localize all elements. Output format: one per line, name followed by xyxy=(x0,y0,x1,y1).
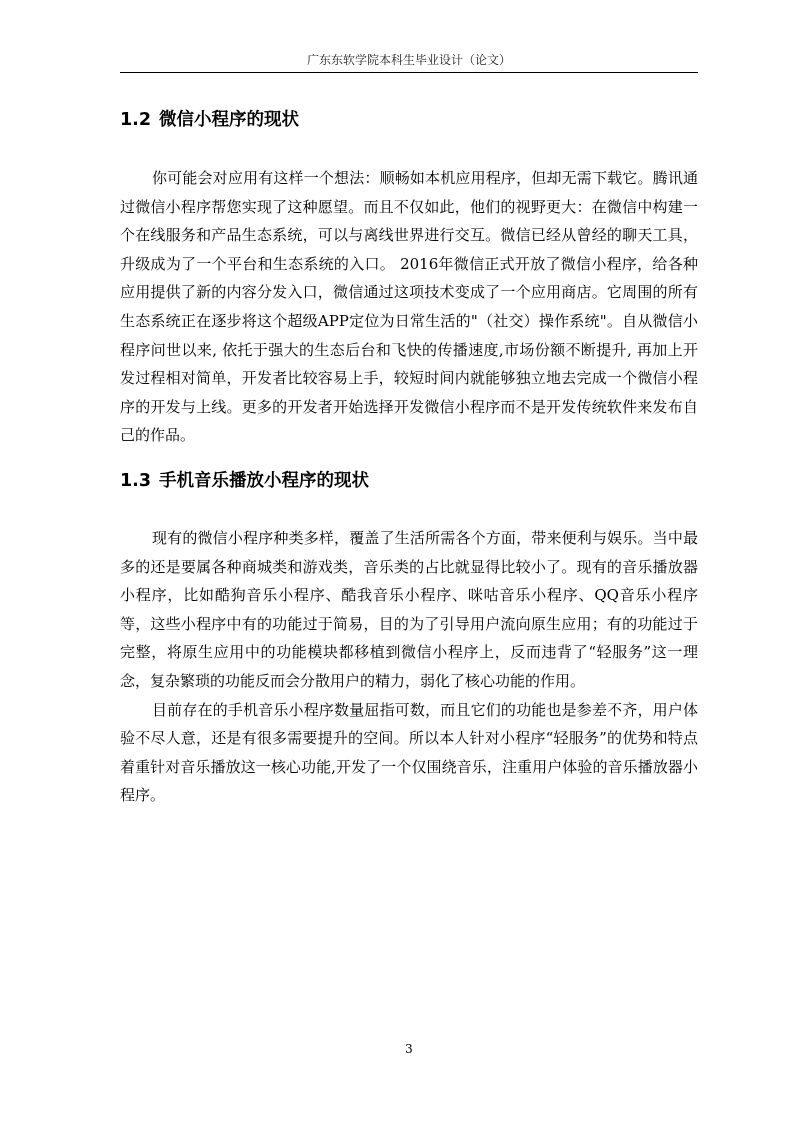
body-paragraph: 现有的微信小程序种类多样，覆盖了生活所需各个方面，带来便利与娱乐。当中最多的还是要属各种商城类和游戏类，音乐类的占比就显得比较小了。现有的音乐播放器小程序，比如酷狗音乐小程序、酷我音乐小程序、咪咕音乐小程序、QQ音乐小程序等，这些小程序中有的功能过于简易，目的为了引导用户流向原生应用；有的功能过于完整，将原生应用中的功能模块都移植到微信小程序上，反而违背了“轻服务”这一理念，复杂繁琐的功能反而会分散用户的精力，弱化了核心功能的作用。 xyxy=(120,529,698,690)
section-title-text: 手机音乐播放小程序的现状 xyxy=(159,471,370,491)
page-number: 3 xyxy=(405,1042,413,1056)
running-header: 广东东软学院本科生毕业设计（论文） xyxy=(306,53,511,67)
section-heading-1-3 xyxy=(120,469,698,493)
section-body-1-2 xyxy=(120,164,698,450)
section-body-1-3 xyxy=(120,524,698,810)
section-title-text: 微信小程序的现状 xyxy=(159,110,300,130)
body-paragraph: 你可能会对应用有这样一个想法：顺畅如本机应用程序，但却无需下载它。腾讯通过微信小程序帮您实现了这种愿望。而且不仅如此，他们的视野更大：在微信中构建一个在线服务和产品生态系统，可以与离线世界进行交互。微信已经从曾经的聊天工具，升级成为了一个平台和生态系统的入口。 2016年微信正式开放了微信小程序，给各种应用提供了新的内容分发入口，微信通过这项技术变成了一个应用商店。它周围的所有生态系统正在逐步将这个超级APP定位为日常生活的"（社交）操作系统"。自从微信小程序问世以来, 依托于强大的生态后台和飞快的传播速度,市场份额不断提升, 再加上开发过程相对简单，开发者比较容易上手，较短时间内就能够独立地去完成一个微信小程序的开发与上线。更多的开发者开始选择开发微信小程序而不是开发传统软件来发布自己的作品。 xyxy=(120,169,698,445)
section-heading-1-2 xyxy=(120,108,698,132)
header-rule xyxy=(120,72,698,73)
section-number: 1.3 xyxy=(120,471,152,491)
section-number: 1.2 xyxy=(120,110,152,130)
body-paragraph: 目前存在的手机音乐小程序数量屈指可数，而且它们的功能也是参差不齐，用户体验不尽人意，还是有很多需要提升的空间。所以本人针对小程序“轻服务”的优势和特点着重针对音乐播放这一核心功能,开发了一个仅围绕音乐，注重用户体验的音乐播放器小程序。 xyxy=(120,700,698,805)
